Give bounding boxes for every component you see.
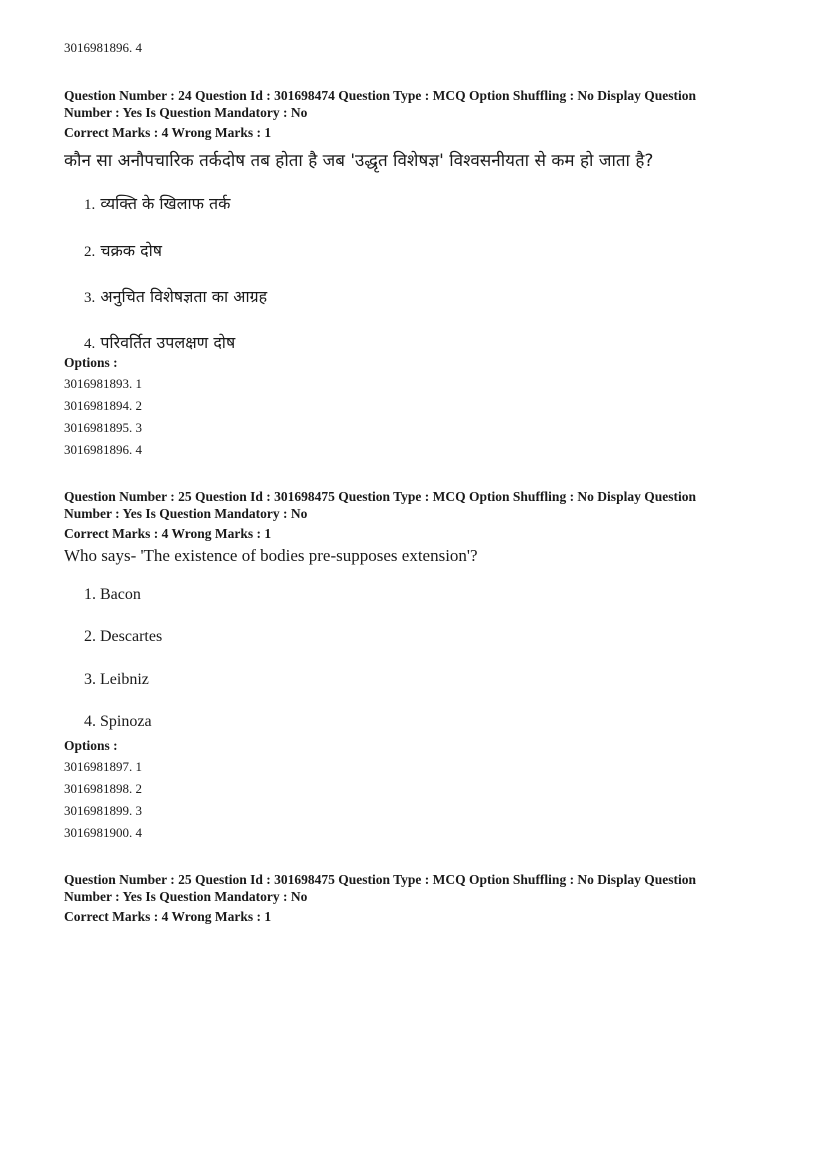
q24-option-id-2: 3016981894. 2 — [64, 398, 142, 413]
q25b-meta-line-1: Question Number : 25 Question Id : 301698475 Question Type : MCQ Option Shuffling : No Display Question — [64, 872, 696, 887]
q25-option-id-2: 3016981898. 2 — [64, 781, 142, 796]
q25-choice-1: 1. Bacon — [84, 586, 141, 603]
q25b-meta-line-2: Number : Yes Is Question Mandatory : No — [64, 889, 308, 904]
q24-choice-1-number: 1. — [84, 197, 96, 213]
q25-question-text: Who says- 'The existence of bodies pre-supposes extension'? — [64, 546, 478, 565]
q24-choice-3-number: 3. — [84, 290, 96, 306]
q24-options-label: Options : — [64, 355, 118, 370]
q24-option-id-1: 3016981893. 1 — [64, 376, 142, 391]
q24-choice-1-text: व्यक्ति के खिलाफ तर्क — [100, 194, 231, 213]
header-option-id: 3016981896. 4 — [64, 40, 142, 55]
q25-meta-line-3: Correct Marks : 4 Wrong Marks : 1 — [64, 526, 272, 541]
q25-choice-4: 4. Spinoza — [84, 713, 152, 730]
q25-option-id-1: 3016981897. 1 — [64, 759, 142, 774]
q25-meta-line-2: Number : Yes Is Question Mandatory : No — [64, 506, 308, 521]
q25-option-id-4: 3016981900. 4 — [64, 825, 142, 840]
q25-options-label: Options : — [64, 738, 118, 753]
q24-option-id-3: 3016981895. 3 — [64, 420, 142, 435]
q24-choice-4-number: 4. — [84, 336, 96, 352]
q24-choice-4 — [84, 331, 235, 353]
q24-question-text: कौन सा अनौपचारिक तर्कदोष तब होता है जब 'उद्धृत विशेषज्ञ' विश्वसनीयता से कम हो जाता है? — [64, 151, 654, 171]
q24-meta-line-1: Question Number : 24 Question Id : 301698474 Question Type : MCQ Option Shuffling : No Display Question — [64, 88, 696, 103]
q24-choice-3 — [84, 285, 267, 307]
q24-choice-2-text: चक्रक दोष — [100, 241, 163, 260]
q24-choice-1 — [84, 192, 230, 214]
q25-option-id-3: 3016981899. 3 — [64, 803, 142, 818]
q24-option-id-4: 3016981896. 4 — [64, 442, 142, 457]
q25-meta-line-1: Question Number : 25 Question Id : 301698475 Question Type : MCQ Option Shuffling : No Display Question — [64, 489, 696, 504]
q24-choice-3-text: अनुचित विशेषज्ञता का आग्रह — [100, 287, 268, 306]
q24-meta-line-3: Correct Marks : 4 Wrong Marks : 1 — [64, 125, 272, 140]
q25-choice-2: 2. Descartes — [84, 628, 163, 645]
q24-choice-2 — [84, 239, 162, 261]
q24-choice-4-text: परिवर्तित उपलक्षण दोष — [100, 333, 236, 352]
q25b-meta-line-3: Correct Marks : 4 Wrong Marks : 1 — [64, 909, 272, 924]
q25-choice-3: 3. Leibniz — [84, 671, 149, 688]
q24-choice-2-number: 2. — [84, 244, 96, 260]
q24-meta-line-2: Number : Yes Is Question Mandatory : No — [64, 105, 308, 120]
